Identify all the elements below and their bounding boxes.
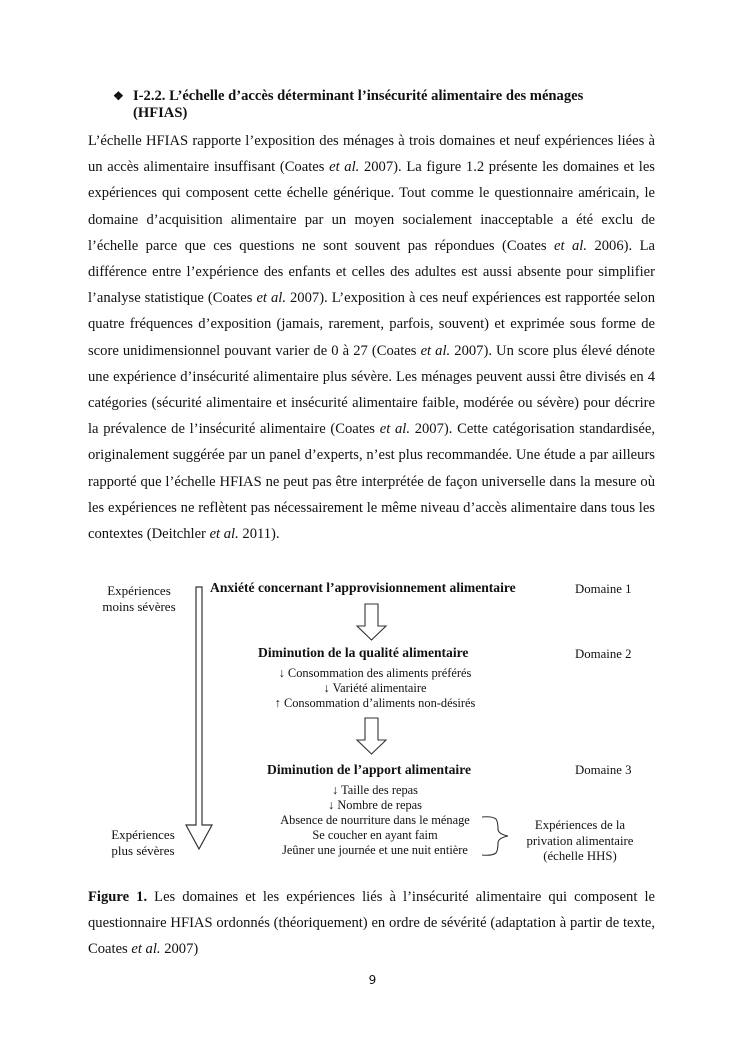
figure-caption — [88, 884, 655, 963]
domain-3-item: Se coucher en ayant faim — [312, 828, 438, 842]
domain-3-title: Diminution de l’apport alimentaire — [267, 762, 472, 777]
label-line: moins sévères — [102, 599, 176, 614]
caption-text — [88, 884, 655, 963]
body-paragraph — [88, 128, 655, 547]
curly-brace-icon — [482, 815, 512, 857]
label-line: privation alimentaire — [526, 833, 634, 848]
text-run: 2007). L’exposition à ces neuf expériences est rapportée selon quatre fréquences d’exposition (jamais, rarement, parfois, souvent) et exprimée sous forme de score unidimensionnel pouvant varier de 0 à 27 (Coates — [88, 290, 655, 359]
citation-et-al: et al. — [554, 237, 588, 254]
down-arrow-icon — [356, 718, 390, 758]
text-run: L’échelle HFIAS rapporte l’exposition des ménages à trois domaines et neuf expériences liées à un accès alimentaire insuffisant (Coates — [88, 133, 655, 176]
label-line: Expériences — [111, 827, 175, 842]
citation-et-al: et al. — [420, 342, 451, 359]
domain-1-title: Anxiété concernant l’approvisionnement alimentaire — [210, 580, 516, 595]
diamond-bullet-icon: ❖ — [113, 89, 124, 103]
text-run: 2007) — [160, 941, 199, 958]
heading-line-1: I-2.2. L’échelle d’accès déterminant l’insécurité alimentaire des ménages — [133, 88, 584, 104]
domain-2-item: ↓ Consommation des aliments préférés — [278, 666, 472, 680]
citation-et-al: et al. — [209, 526, 239, 543]
domain-3-label: Domaine 3 — [575, 763, 632, 777]
domain-1-label: Domaine 1 — [575, 582, 632, 596]
severity-arrow-icon — [186, 587, 216, 857]
label-line: Expériences de la — [534, 818, 626, 832]
hfias-diagram — [90, 575, 670, 875]
text-run: 2007). Cette catégorisation standardisée, originalement suggérée par un panel d’experts, n’est plus recommandée. Une étude a par ailleurs rapporté que l’échelle HFIAS ne peut pas être interprétée de façon universelle dans la mesure où les expériences ne reflètent pas nécessairement le même niveau d’accès alimentaire dans tous les contextes (Deitchler — [88, 421, 656, 543]
domain-2-item: ↓ Variété alimentaire — [323, 681, 427, 695]
citation-et-al: et al. — [131, 941, 161, 958]
more-severe-label — [98, 827, 188, 859]
page-number: 9 — [368, 973, 377, 987]
domain-3-item: Absence de nourriture dans le ménage — [280, 813, 470, 827]
text-run: 2011). — [238, 526, 280, 543]
citation-et-al: et al. — [256, 290, 286, 307]
label-line: (échelle HHS) — [543, 849, 617, 863]
paragraph-text — [88, 128, 655, 547]
text-run: 2006). La différence entre l’expérience des enfants et celles des adultes est aussi absente pour simplifier l’analyse statistique (Coates — [88, 237, 655, 307]
domain-2-title: Diminution de la qualité alimentaire — [258, 645, 469, 660]
domain-3-item: ↓ Taille des repas — [332, 783, 418, 797]
label-line: plus sévères — [111, 843, 175, 858]
citation-et-al: et al. — [379, 421, 410, 438]
section-heading — [113, 88, 653, 122]
domain-2-item: ↑ Consommation d’aliments non-désirés — [274, 696, 476, 710]
heading-line-2: (HFIAS) — [133, 105, 188, 121]
domain-3-item: ↓ Nombre de repas — [328, 798, 422, 812]
domain-3-item: Jeûner une journée et une nuit entière — [282, 843, 468, 857]
citation-et-al: et al. — [329, 159, 360, 176]
less-severe-label — [94, 583, 184, 615]
domain-2-label: Domaine 2 — [575, 647, 632, 661]
deprivation-label — [515, 818, 645, 865]
figure-label: Figure 1. — [88, 889, 148, 905]
down-arrow-icon — [356, 604, 390, 644]
text-run: 2007). Un score plus élevé dénote une expérience d’insécurité alimentaire plus sévère. Les ménages peuvent aussi être divisés en 4 catégories (sécurité alimentaire et insécurité alimentaire faible, modérée ou sévère) pour décrire la prévalence de l’insécurité alimentaire (Coates — [88, 342, 655, 438]
label-line: Expériences — [107, 583, 171, 598]
text-run: Les domaines et les expériences liés à l’insécurité alimentaire qui composent le questionnaire HFIAS ordonnés (théoriquement) en ordre de sévérité (adaptation à partir de texte, Coates — [88, 889, 655, 958]
text-run: 2007). La figure 1.2 présente les domaines et les expériences qui composent cette échelle générique. Tout comme le questionnaire américain, le domaine d’acquisition alimentaire par un moyen socialement inacceptable a été exclu de l’échelle parce que ces questions ne sont souvent pas répondues (Coates — [88, 159, 655, 254]
